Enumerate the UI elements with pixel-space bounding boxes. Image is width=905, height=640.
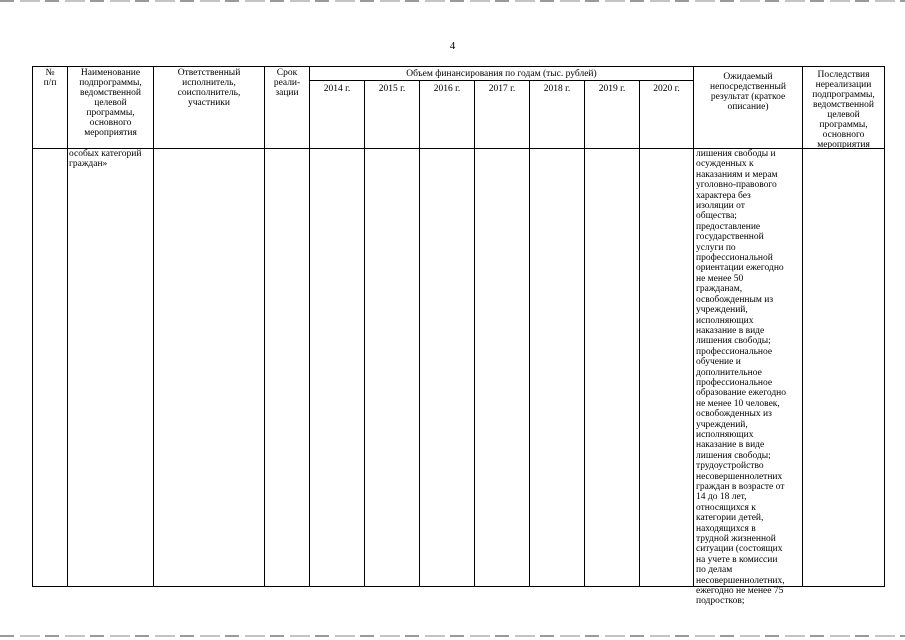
table-border-top <box>32 66 885 67</box>
col-border <box>584 80 585 587</box>
program-table <box>32 66 885 607</box>
scan-edge-bottom <box>0 635 905 637</box>
col-border <box>364 80 365 587</box>
col-border <box>309 66 310 587</box>
col-border <box>639 80 640 587</box>
col-border <box>419 80 420 587</box>
header-year: 2016 г. <box>433 84 461 94</box>
header-num: № п/п <box>43 68 57 88</box>
col-border <box>153 66 154 587</box>
col-border <box>529 80 530 587</box>
header-year: 2017 г. <box>488 84 516 94</box>
funding-header-divider <box>309 80 693 81</box>
row-result-cell: лишения свободы и осужденных к наказаниям и мерам уголовно-правового характера без изоляции от общества; предоставление государственной услуги по профессиональной ориентации ежегодно не менее 50 гражданам, освобожденным из учреждений, исполняющих наказание в виде лишения свободы; профессиональное обучение и дополнительное профессиональное образование ежегодно не менее 10 человек, освобожденных из учреждений, исполняющих наказание в виде лишения свободы; трудоустройство несовершеннолетних граждан в возрасте от 14 до 18 лет, относящихся к категории детей, находящихся в трудной жизненной ситуации (состоящих на учете в комиссии по делам несовершеннолетних, ежегодно не менее 75 подростков; <box>696 149 787 607</box>
header-year: 2020 г. <box>653 84 680 94</box>
col-border <box>693 66 694 587</box>
header-name: Наименование подпрограммы, ведомственной целевой программы, основного мероприятия <box>79 68 142 138</box>
col-border <box>67 66 68 587</box>
row-name-cell: особых категорий граждан» <box>69 149 142 170</box>
header-result: Ожидаемый непосредственный результат (краткое описание) <box>710 72 786 112</box>
header-year: 2019 г. <box>598 84 626 94</box>
col-border <box>884 66 885 587</box>
header-term: Срок реали- зации <box>273 68 301 98</box>
col-border <box>32 66 33 587</box>
header-year: 2015 г. <box>378 84 406 94</box>
scan-edge-top <box>0 0 905 2</box>
header-responsible: Ответственный исполнитель, соисполнитель, участники <box>177 68 241 108</box>
col-border <box>264 66 265 587</box>
header-year: 2018 г. <box>543 84 571 94</box>
header-consequences: Последствия нереализации подпрограммы, ведомственной целевой программы, основного мероприятия <box>812 70 875 150</box>
header-funding: Объем финансирования по годам (тыс. рублей) <box>406 69 597 79</box>
col-border <box>474 80 475 587</box>
page-number: 4 <box>449 40 456 52</box>
header-year: 2014 г. <box>323 84 351 94</box>
